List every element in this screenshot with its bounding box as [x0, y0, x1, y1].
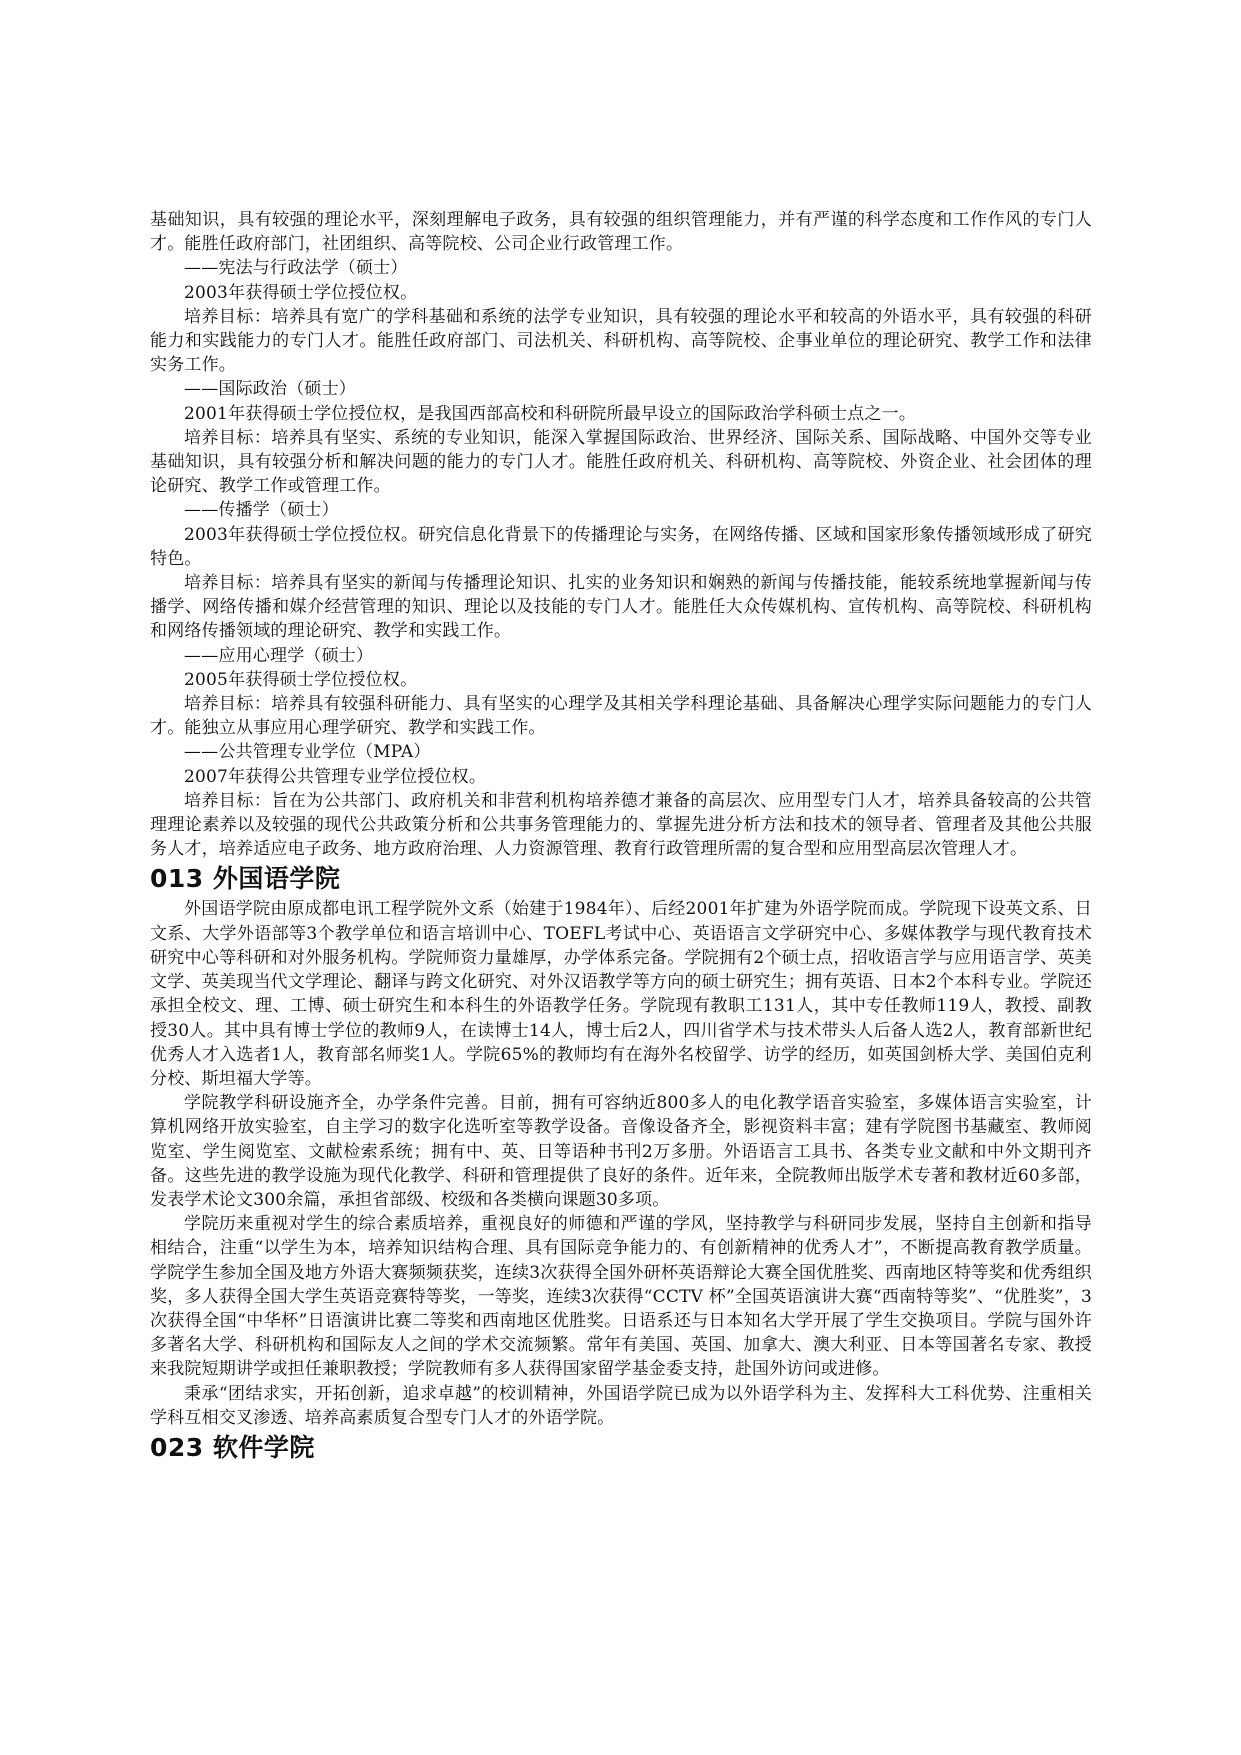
paragraph: 2003年获得硕士学位授位权。	[184, 282, 418, 303]
paragraph: 培养目标：培养具有较强科研能力、具有坚实的心理学及其相关学科理论基础、具备解决心理学实际问题能力的专门人才。能独立从事应用心理学研究、教学和实践工作。	[150, 694, 1092, 739]
document-page	[150, 208, 1092, 1466]
paragraph: 2007年获得公共管理专业学位授位权。	[184, 766, 487, 787]
paragraph: 学院历来重视对学生的综合素质培养，重视良好的师德和严谨的学风，坚持教学与科研同步发展，坚持自主创新和指导相结合，注重“以学生为本，培养知识结构合理、具有国际竞争能力的、有创新精神的优秀人才”，不断提高教育教学质量。学院学生参加全国及地方外语大赛频频获奖，连续3次获得全国外研杯英语辩论大赛全国优胜奖、西南地区特等奖和优秀组织奖，多人获得全国大学生英语竞赛特等奖，一等奖，连续3次获得“CCTV 杯”全国英语演讲大赛“西南特等奖”、“优胜奖”，3次获得全国“中华杯”日语演讲比赛二等奖和西南地区优胜奖。日语系还与日本知名大学开展了学生交换项目。学院与国外许多著名大学、科研机构和国际友人之间的学术交流频繁。常年有美国、英国、加拿大、澳大利亚、日本等国著名专家、教授来我院短期讲学或担任兼职教授；学院教师有多人获得国家留学基金委支持，赴国外访问或进修。	[150, 1214, 1092, 1380]
program-title: ——传播学（硕士）	[184, 500, 339, 521]
program-title: ——国际政治（硕士）	[184, 379, 356, 400]
program-title: ——应用心理学（硕士）	[184, 645, 374, 666]
paragraph: 培养目标：旨在为公共部门、政府机关和非营利机构培养德才兼备的高层次、应用型专门人才，培养具备较高的公共管理理论素养以及较强的现代公共政策分析和公共事务管理能力的、掌握先进分析方法和技术的领导者、管理者及其他公共服务人才，培养适应电子政务、地方政府治理、人力资源管理、教育行政管理所需的复合型和应用型高层次管理人才。	[150, 790, 1092, 860]
paragraph: 2005年获得硕士学位授位权。	[184, 669, 418, 690]
section-heading: 013 外国语学院	[150, 864, 341, 894]
paragraph: 培养目标：培养具有宽广的学科基础和系统的法学专业知识，具有较强的理论水平和较高的外语水平，具有较强的科研能力和实践能力的专门人才。能胜任政府部门、司法机关、科研机构、高等院校、企事业单位的理论研究、教学工作和法律实务工作。	[150, 306, 1092, 376]
paragraph: 培养目标：培养具有坚实、系统的专业知识，能深入掌握国际政治、世界经济、国际关系、国际战略、中国外交等专业基础知识，具有较强分析和解决问题的能力的专门人才。能胜任政府机关、科研机构、高等院校、外资企业、社会团体的理论研究、教学工作或管理工作。	[150, 427, 1092, 497]
section-heading: 023 软件学院	[150, 1432, 315, 1462]
program-title: ——宪法与行政法学（硕士）	[184, 258, 408, 279]
paragraph: 外国语学院由原成都电讯工程学院外文系（始建于1984年）、后经2001年扩建为外语学院而成。学院现下设英文系、日文系、大学外语部等3个教学单位和语言培训中心、TOEFL考试中心、英语语言文学研究中心、多媒体教学与现代教育技术研究中心等科研和对外服务机构。学院师资力量雄厚，办学体系完备。学院拥有2个硕士点，招收语言学与应用语言学、英美文学、英美现当代文学理论、翻译与跨文化研究、对外汉语教学等方向的硕士研究生；拥有英语、日本2个本科专业。学院还承担全校文、理、工博、硕士研究生和本科生的外语教学任务。学院现有教职工131人，其中专任教师119人，教授、副教授30人。其中具有博士学位的教师9人，在读博士14人，博士后2人，四川省学术与技术带头人后备人选2人，教育部新世纪优秀人才入选者1人，教育部名师奖1人。学院65%的教师均有在海外名校留学、访学的经历，如英国剑桥大学、美国伯克利分校、斯坦福大学等。	[150, 899, 1092, 1089]
section-programs	[150, 208, 1092, 861]
program-title: ——公共管理专业学位（MPA）	[184, 742, 431, 763]
section-foreign-languages	[150, 863, 1092, 1429]
paragraph: 基础知识，具有较强的理论水平，深刻理解电子政务，具有较强的组织管理能力，并有严谨的科学态度和工作作风的专门人才。能胜任政府部门，社团组织、高等院校、公司企业行政管理工作。	[150, 210, 1092, 255]
paragraph: 秉承“团结求实，开拓创新，追求卓越”的校训精神，外国语学院已成为以外语学科为主、发挥科大工科优势、注重相关学科互相交叉渗透、培养高素质复合型专门人才的外语学院。	[150, 1383, 1092, 1428]
paragraph: 培养目标：培养具有坚实的新闻与传播理论知识、扎实的业务知识和娴熟的新闻与传播技能，能较系统地掌握新闻与传播学、网络传播和媒介经营管理的知识、理论以及技能的专门人才。能胜任大众传媒机构、宣传机构、高等院校、科研机构和网络传播领域的理论研究、教学和实践工作。	[150, 573, 1092, 642]
paragraph: 学院教学科研设施齐全，办学条件完善。目前，拥有可容纳近800多人的电化教学语音实验室，多媒体语言实验室，计算机网络开放实验室，自主学习的数字化选听室等教学设备。音像设备齐全，影视资料丰富；建有学院图书基藏室、教师阅览室、学生阅览室、文献检索系统；拥有中、英、日等语种书刊2万多册。外语语言工具书、各类专业文献和中外文期刊齐备。这些先进的教学设施为现代化教学、科研和管理提供了良好的条件。近年来，全院教师出版学术专著和教材近60多部，发表学术论文300余篇，承担省部级、校级和各类横向课题30多项。	[150, 1093, 1092, 1210]
paragraph: 2001年获得硕士学位授位权，是我国西部高校和科研院所最早设立的国际政治学科硕士点之一。	[184, 403, 917, 424]
section-software	[150, 1432, 1092, 1464]
paragraph: 2003年获得硕士学位授位权。研究信息化背景下的传播理论与实务，在网络传播、区域和国家形象传播领域形成了研究特色。	[150, 524, 1092, 569]
